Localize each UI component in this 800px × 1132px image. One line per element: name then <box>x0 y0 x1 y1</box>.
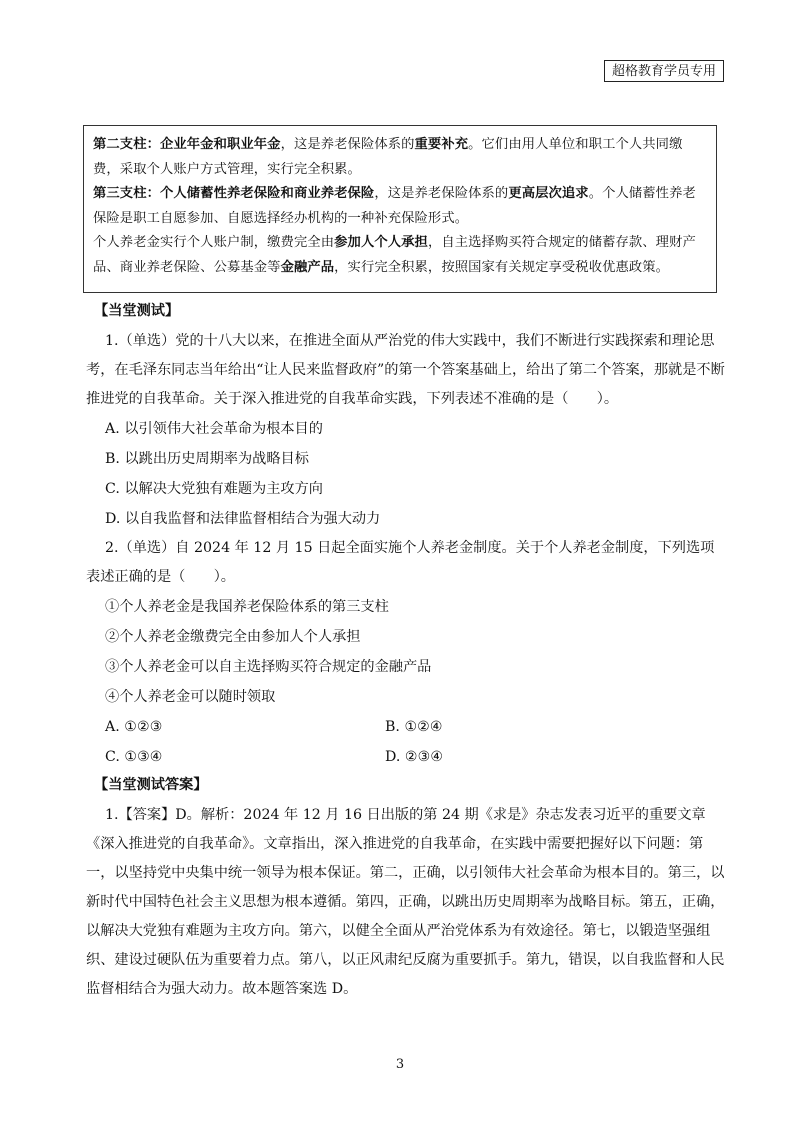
question-1-option-d: D. 以自我监督和法律监督相结合为强大动力 <box>105 511 381 527</box>
question-1-option-a: A. 以引领伟大社会革命为根本目的 <box>105 421 323 437</box>
question-1-option-c: C. 以解决大党独有难题为主攻方向 <box>105 481 323 497</box>
main-content <box>86 300 726 1004</box>
box-paragraph-personal-pension <box>93 231 708 280</box>
question-1-stem: 1.（单选）党的十八大以来，在推进全面从严治党的伟大实践中，我们不断进行实践探索和理论思考，在毛泽东同志当年给出“让人民来监督政府”的第一个答案基础上，给出了第二个答案，那就是不断推进党的自我革命。关于深入推进党的自我革命实践，下列表述不准确的是（ ）。 <box>86 333 725 407</box>
box-paragraph-second-pillar <box>93 133 708 182</box>
box-text: ，自主选择购买符合规定的储蓄存款、理财产品、商业养老保险、公募基金等 <box>93 235 696 275</box>
test-heading: 【当堂测试】 <box>94 303 180 319</box>
question-2-statement: ①个人养老金是我国养老保险体系的第三支柱 <box>105 599 389 615</box>
question-2-option-c: C. ①③④ <box>105 749 163 765</box>
box-text: ，实行完全积累，按照国家有关规定享受税收优惠政策。 <box>334 259 670 275</box>
box-text: 。它们由用人单位和职工个人共同缴费，采取个人账户方式管理，实行完全积累。 <box>93 137 683 177</box>
box-emphasis: 重要补充 <box>414 137 469 152</box>
box-text: ，这是养老保险体系的 <box>280 137 415 152</box>
question-2-option-a: A. ①②③ <box>105 719 163 735</box>
question-2-options-row-2 <box>86 742 726 772</box>
question-2-statement: ②个人养老金缴费完全由参加人个人承担 <box>105 629 361 645</box>
header-stamp: 超格教育学员专用 <box>604 60 724 82</box>
third-pillar-label: 第三支柱：个人储蓄性养老保险和商业养老保险 <box>93 186 375 201</box>
page-number: 3 <box>395 1057 405 1072</box>
question-2-statement: ③个人养老金可以自主选择购买符合规定的金融产品 <box>105 659 432 675</box>
question-2-option-b: B. ①②④ <box>385 719 443 735</box>
answer-1-explanation: 1.【答案】D。解析：2024 年 12 月 16 日出版的第 24 期《求是》杂志发表习近平的重要文章《深入推进党的自我革命》。文章指出，深入推进党的自我革命，在实践中需要把握好以下问题：第一，以坚持党中央集中统一领导为根本保证。第二，正确，以引领伟大社会革命为根本目的。第三，以新时代中国特色社会主义思想为根本遵循。第四，正确，以跳出历史周期率为战略目标。第五，正确，以解决大党独有难题为主攻方向。第六，以健全全面从严治党体系为有效途径。第七，以锻造坚强组织、建设过硬队伍为重要着力点。第八，以正风肃纪反腐为重要抓手。第九，错误，以自我监督和人民监督相结合为强大动力。故本题答案选 D。 <box>86 807 725 997</box>
box-emphasis: 金融产品 <box>280 259 335 275</box>
question-2-option-d: D. ②③④ <box>385 749 444 765</box>
box-text: 个人养老金实行个人账户制，缴费完全由 <box>93 235 335 250</box>
box-text: ，这是养老保险体系的 <box>374 186 509 201</box>
question-2-options-row-1 <box>86 712 726 742</box>
question-2-stem: 2.（单选）自 2024 年 12 月 15 日起全面实施个人养老金制度。关于个人养老金制度，下列选项表述正确的是（ ）。 <box>86 540 715 585</box>
pension-pillars-box <box>83 125 717 293</box>
answer-heading: 【当堂测试答案】 <box>94 777 208 793</box>
question-1-option-b: B. 以跳出历史周期率为战略目标 <box>105 451 309 467</box>
box-emphasis: 参加人个人承担 <box>334 235 428 250</box>
box-emphasis: 更高层次追求 <box>508 186 589 201</box>
box-paragraph-third-pillar <box>93 182 708 231</box>
second-pillar-label: 第二支柱：企业年金和职业年金 <box>93 137 281 152</box>
box-text: 。个人储蓄性养老保险是职工自愿参加、自愿选择经办机构的一种补充保险形式。 <box>93 186 696 226</box>
question-2-statement: ④个人养老金可以随时领取 <box>105 689 276 705</box>
